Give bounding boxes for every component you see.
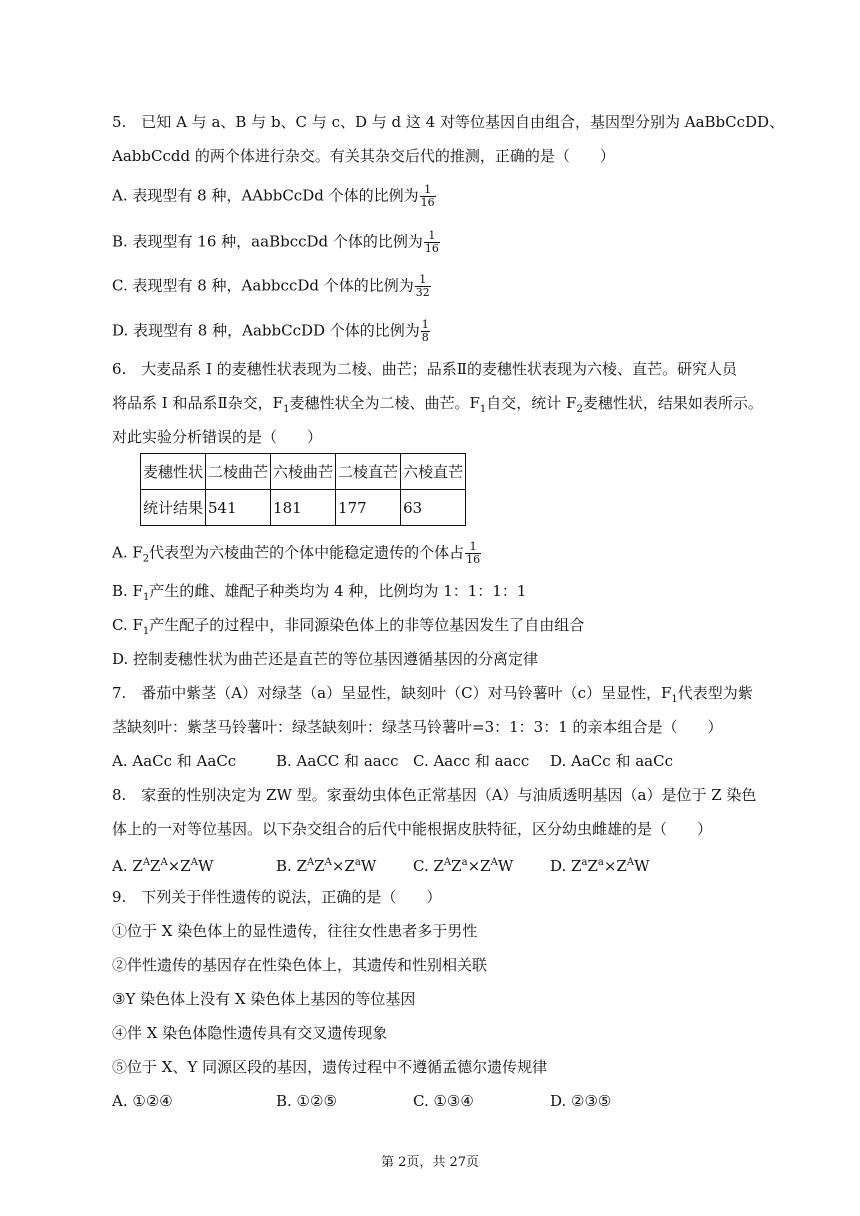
q9-stem: 9. 下列关于伴性遗传的说法，正确的是（ ） [112,888,442,906]
table-cell: 二棱直芒 [336,454,401,490]
table-row [141,490,466,526]
q9-statement-2: ②伴性遗传的基因存在性染色体上，其遗传和性别相关联 [112,956,488,974]
q5-stem-line1: 5. 已知 A 与 a、B 与 b、C 与 c、D 与 d 这 4 对等位基因自由组合，基因型分别为 AaBbCcDD、 [112,113,785,131]
q5-option-a: A. 表现型有 8 种，AAbbCcDd 个体的比例为 $\frac{1}{16}$ [112,183,435,209]
q7-option-d: D. AaCc 和 aaCc [550,752,673,770]
q8-option-c: C. $Z^AZ^a\times Z^AW$ [413,857,514,875]
q7-option-a: A. AaCc 和 AaCc [112,752,237,770]
q5-option-b: B. 表现型有 16 种，aaBbccDd 个体的比例为 $\frac{1}{16}$ [112,229,439,255]
q6-data-table [140,453,466,526]
q5-stem-line2: AabbCcdd 的两个体进行杂交。有关其杂交后代的推测，正确的是（ ） [112,147,615,165]
fraction: $\frac{1}{32}$ [415,273,430,299]
table-cell: 181 [271,490,336,526]
table-cell: 统计结果 [141,490,206,526]
table-cell: 63 [401,490,466,526]
q6-stem-line2: 将品系 I 和品系Ⅱ杂交，$F_1$麦穗性状全为二棱、曲芒。$F_1$自交，统计 $F_2$麦穗性状，结果如表所示。 [112,394,763,415]
q7-option-c: C. Aacc 和 aacc [413,752,530,770]
table-header-row [141,454,466,490]
table-cell: 六棱曲芒 [271,454,336,490]
q8-stem-line1: 8. 家蚕的性别决定为 ZW 型。家蚕幼虫体色正常基因（A）与油质透明基因（a）是位于 Z 染色 [112,786,757,804]
fraction: $\frac{1}{16}$ [420,183,435,209]
q9-statement-1: ①位于 X 染色体上的显性遗传，往往女性患者多于男性 [112,922,478,940]
q9-statement-4: ④伴 X 染色体隐性遗传具有交叉遗传现象 [112,1024,388,1042]
q9-option-b: B. ①②⑤ [276,1092,337,1110]
q6-option-d: D. 控制麦穗性状为曲芒还是直芒的等位基因遵循基因的分离定律 [112,650,539,668]
q7-stem-line1: 7. 番茄中紫茎（A）对绿茎（a）呈显性，缺刻叶（C）对马铃薯叶（c）呈显性，$F_1$代表型为紫 [112,684,753,705]
page-footer: 第 2页，共 27页 [380,1155,480,1170]
q6-stem-line3: 对此实验分析错误的是（ ） [112,428,323,446]
q8-stem-line2: 体上的一对等位基因。以下杂交组合的后代中能根据皮肤特征，区分幼虫雌雄的是（ ） [112,820,713,838]
q9-statement-3: ③Y 染色体上没有 X 染色体上基因的等位基因 [112,990,416,1008]
q9-option-d: D. ②③⑤ [550,1092,612,1110]
table-cell: 541 [206,490,271,526]
q8-option-b: B. $Z^AZ^A\times Z^aW$ [276,857,377,875]
q5-option-c: C. 表现型有 8 种，AabbccDd 个体的比例为 $\frac{1}{32}$ [112,273,430,299]
table-cell: 177 [336,490,401,526]
q9-option-a: A. ①②④ [112,1092,173,1110]
q6-option-c: C. $F_1$产生配子的过程中，非同源染色体上的非等位基因发生了自由组合 [112,616,585,637]
fraction: $\frac{1}{8}$ [421,318,429,344]
table-cell: 麦穗性状 [141,454,206,490]
q6-option-a: A. $F_2$代表型为六棱曲芒的个体中能稳定遗传的个体占 $\frac{1}{16}$ [112,540,481,566]
q9-statement-5: ⑤位于 X、Y 同源区段的基因，遗传过程中不遵循孟德尔遗传规律 [112,1058,548,1076]
q5-option-d: D. 表现型有 8 种，AabbCcDD 个体的比例为 $\frac{1}{8}$ [112,318,429,344]
q8-option-a: A. $Z^AZ^A\times Z^AW$ [112,857,214,875]
fraction: $\frac{1}{16}$ [466,540,481,566]
table-cell: 二棱曲芒 [206,454,271,490]
q6-stem-line1: 6. 大麦品系 I 的麦穗性状表现为二棱、曲芒；品系Ⅱ的麦穗性状表现为六棱、直芒。研究人员 [112,360,737,378]
q9-option-c: C. ①③④ [413,1092,474,1110]
q6-option-b: B. $F_1$产生的雌、雄配子种类均为 4 种，比例均为 1：1：1：1 [112,582,527,603]
q7-stem-line2: 茎缺刻叶：紫茎马铃薯叶：绿茎缺刻叶：绿茎马铃薯叶=3：1：3：1 的亲本组合是（ ） [112,718,723,736]
table-cell: 六棱直芒 [401,454,466,490]
fraction: $\frac{1}{16}$ [424,229,439,255]
q7-option-b: B. AaCC 和 aacc [276,752,399,770]
q8-option-d: D. $Z^aZ^a\times Z^AW$ [550,857,650,875]
